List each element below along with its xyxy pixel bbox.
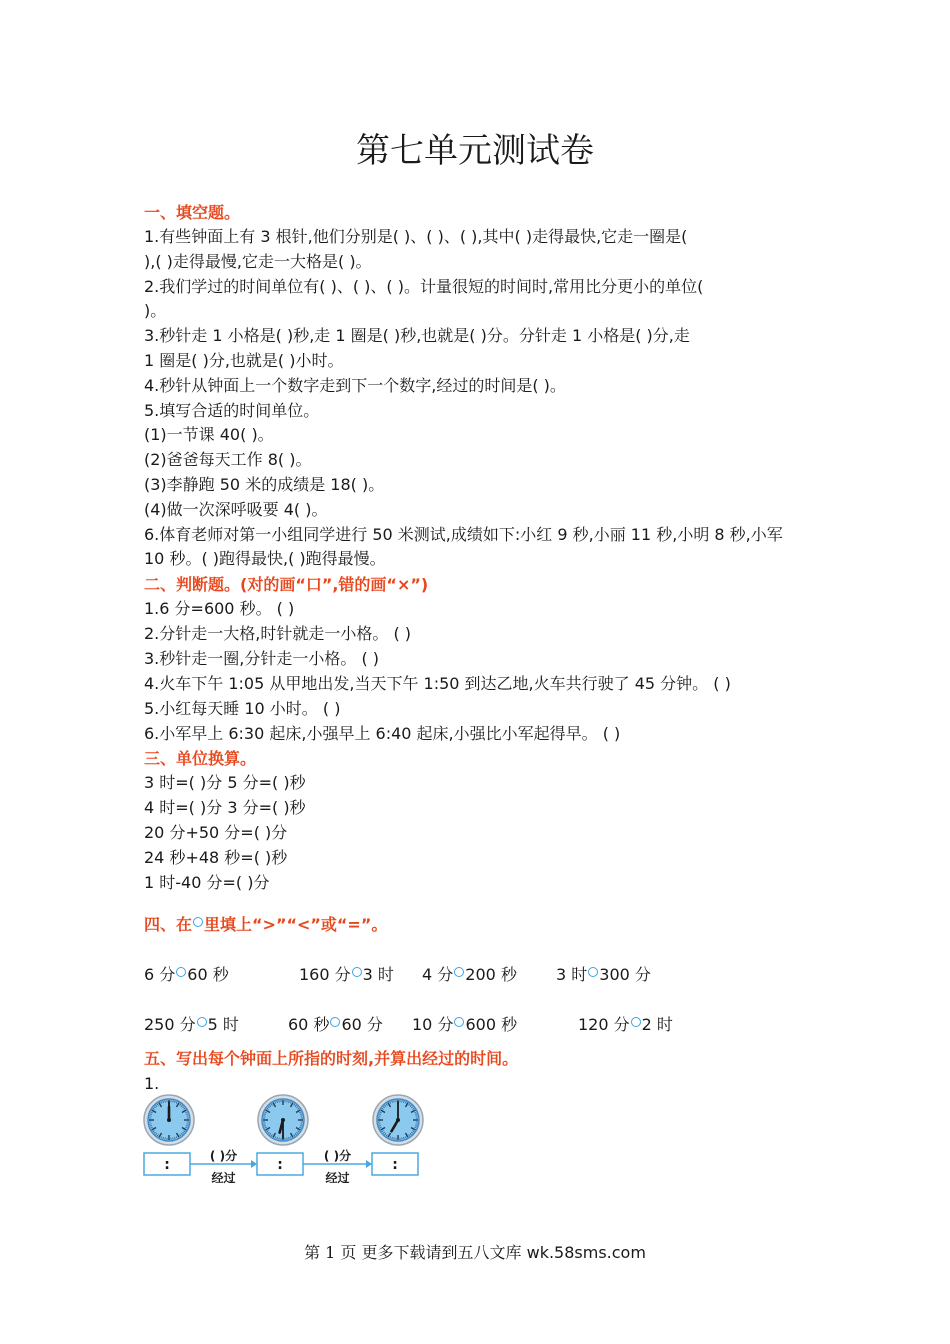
- question-line: (1)一节课 40( )。: [144, 425, 274, 444]
- question-line: 10 秒。( )跑得最快,( )跑得最慢。: [144, 549, 386, 568]
- judge-line: 3.秒针走一圈,分针走一小格。 ( ): [144, 649, 380, 668]
- section-heading-compare: [144, 914, 387, 936]
- answer-circle[interactable]: [454, 1017, 464, 1027]
- question-line: (3)李静跑 50 米的成绩是 18( )。: [144, 475, 385, 494]
- compare-item: 3 时 300 分: [556, 965, 651, 984]
- time-colon: :: [392, 1157, 398, 1173]
- question-number: 1.: [144, 1074, 160, 1093]
- convert-line: 20 分+50 分=( )分: [144, 823, 288, 842]
- question-line: 5.填写合适的时间单位。: [144, 401, 320, 420]
- answer-circle[interactable]: [330, 1017, 340, 1027]
- clock-center: [281, 1118, 285, 1122]
- question-line: (2)爸爸每天工作 8( )。: [144, 450, 312, 469]
- compare-item: 6 分 60 秒: [144, 965, 229, 984]
- answer-circle[interactable]: [176, 967, 186, 977]
- answer-circle[interactable]: [197, 1017, 207, 1027]
- time-colon: :: [164, 1157, 170, 1173]
- clock-exercise: [142, 1094, 426, 1190]
- page-title: 第七单元测试卷: [356, 131, 594, 171]
- elapsed-caption: 经过: [325, 1171, 350, 1185]
- clock-center: [396, 1118, 400, 1122]
- compare-item: 120 分 2 时: [578, 1015, 673, 1034]
- section-heading-convert: 三、单位换算。: [144, 749, 257, 768]
- question-line: ),( )走得最慢,它走一大格是( )。: [144, 252, 372, 271]
- convert-line: 24 秒+48 秒=( )秒: [144, 848, 288, 867]
- arrow-head: [251, 1160, 257, 1168]
- question-line: 3.秒针走 1 小格是( )秒,走 1 圈是( )秒,也就是( )分。分针走 1 小格是( )分,走: [144, 326, 690, 345]
- answer-circle[interactable]: [352, 967, 362, 977]
- circle-icon: [193, 917, 203, 927]
- footer-text: 第 1 页 更多下载请到五八文库: [304, 1243, 527, 1262]
- convert-line: 4 时=( )分 3 分=( )秒: [144, 798, 306, 817]
- footer-url: wk.58sms.com: [526, 1243, 646, 1262]
- compare-item: 4 分 200 秒: [422, 965, 517, 984]
- question-line: 4.秒针从钟面上一个数字走到下一个数字,经过的时间是( )。: [144, 376, 566, 395]
- clock-center: [167, 1118, 171, 1122]
- elapsed-minutes-label: ( )分: [209, 1149, 238, 1163]
- judge-line: 4.火车下午 1:05 从甲地出发,当天下午 1:50 到达乙地,火车共行驶了 45 分钟。 ( ): [144, 674, 731, 693]
- judge-line: 2.分针走一大格,时针就走一小格。 ( ): [144, 624, 412, 643]
- section-heading-clock: 五、写出每个钟面上所指的时刻,并算出经过的时间。: [144, 1049, 519, 1068]
- answer-circle[interactable]: [631, 1017, 641, 1027]
- question-line: 6.体育老师对第一小组同学进行 50 米测试,成绩如下:小红 9 秒,小丽 11 秒,小明 8 秒,小军: [144, 525, 783, 544]
- page-footer: [0, 1242, 950, 1264]
- judge-line: 1.6 分=600 秒。 ( ): [144, 599, 295, 618]
- compare-item: 10 分 600 秒: [412, 1015, 518, 1034]
- arrow-head: [366, 1160, 372, 1168]
- judge-line: 5.小红每天睡 10 小时。 ( ): [144, 699, 341, 718]
- convert-line: 3 时=( )分 5 分=( )秒: [144, 773, 306, 792]
- compare-item: 160 分 3 时: [299, 965, 394, 984]
- compare-item: 60 秒 60 分: [288, 1015, 383, 1034]
- answer-circle[interactable]: [588, 967, 598, 977]
- convert-line: 1 时-40 分=( )分: [144, 873, 270, 892]
- question-line: 1 圈是( )分,也就是( )小时。: [144, 351, 344, 370]
- section-heading-compare-pre: 四、在: [144, 915, 193, 934]
- elapsed-caption: 经过: [211, 1171, 236, 1185]
- elapsed-minutes-label: ( )分: [323, 1149, 352, 1163]
- answer-circle[interactable]: [454, 967, 464, 977]
- judge-line: 6.小军早上 6:30 起床,小强早上 6:40 起床,小强比小军起得早。 ( ): [144, 724, 621, 743]
- section-heading-judge: 二、判断题。(对的画“口”,错的画“×”): [144, 575, 429, 594]
- section-heading-fill: 一、填空题。: [144, 203, 241, 222]
- time-colon: :: [277, 1157, 283, 1173]
- question-line: 2.我们学过的时间单位有( )、( )、( )。计量很短的时间时,常用比分更小的单位(: [144, 277, 704, 296]
- compare-item: 250 分 5 时: [144, 1015, 239, 1034]
- question-line: )。: [144, 301, 167, 320]
- question-line: 1.有些钟面上有 3 根针,他们分别是( )、( )、( ),其中( )走得最快,它走一圈是(: [144, 227, 688, 246]
- section-heading-compare-post: 里填上“>”“<”或“=”。: [204, 915, 388, 934]
- question-line: (4)做一次深呼吸要 4( )。: [144, 500, 328, 519]
